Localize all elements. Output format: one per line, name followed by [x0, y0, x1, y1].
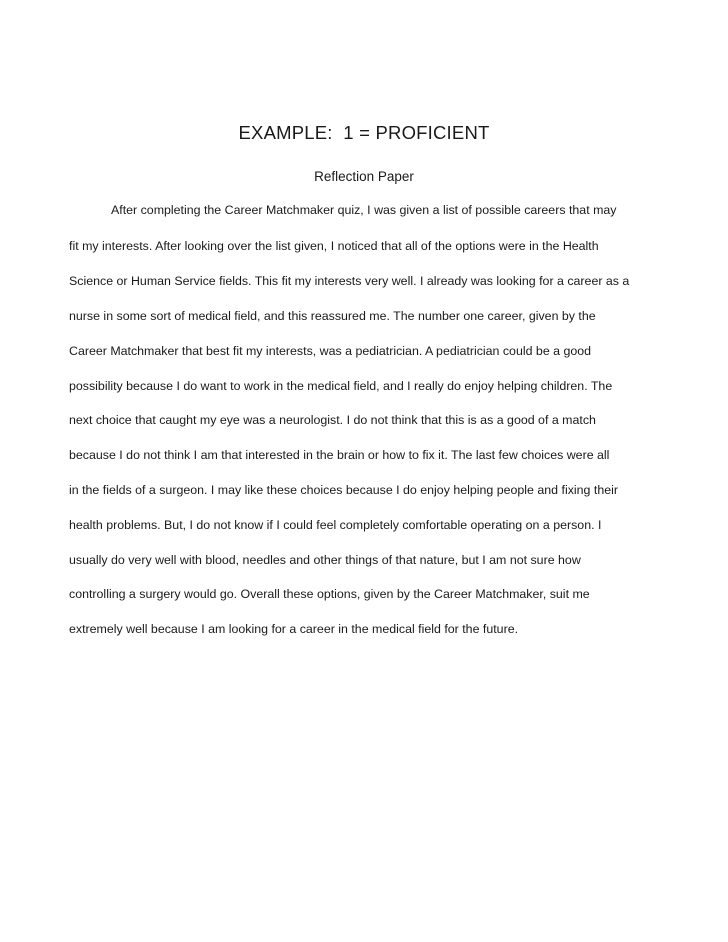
body-line-13: extremely well because I am looking for a career in the medical field for the future.	[69, 622, 519, 636]
body-line-1: After completing the Career Matchmaker quiz, I was given a list of possible careers that may	[111, 203, 617, 217]
body-line-11: usually do very well with blood, needles and other things of that nature, but I am not sure how	[69, 553, 581, 567]
body-line-6: possibility because I do want to work in the medical field, and I really do enjoy helping children. The	[69, 379, 613, 393]
body-line-7: next choice that caught my eye was a neurologist. I do not think that this is as a good of a match	[69, 413, 596, 427]
body-line-12: controlling a surgery would go. Overall these options, given by the Career Matchmaker, suit me	[69, 587, 590, 601]
body-line-5: Career Matchmaker that best fit my interests, was a pediatrician. A pediatrician could be a good	[69, 344, 592, 358]
document-title: EXAMPLE: 1 = PROFICIENT	[238, 122, 490, 143]
body-line-3: Science or Human Service fields. This fit my interests very well. I already was looking for a career as a	[69, 274, 630, 288]
document-subtitle: Reflection Paper	[314, 169, 414, 184]
body-line-10: health problems. But, I do not know if I could feel completely comfortable operating on a person. I	[69, 518, 602, 532]
body-line-4: nurse in some sort of medical field, and this reassured me. The number one career, given by the	[69, 309, 596, 323]
body-line-8: because I do not think I am that interested in the brain or how to fix it. The last few choices were all	[69, 448, 610, 462]
body-line-2: fit my interests. After looking over the list given, I noticed that all of the options were in the Health	[69, 239, 599, 253]
body-line-9: in the fields of a surgeon. I may like these choices because I do enjoy helping people and fixing their	[69, 483, 618, 497]
